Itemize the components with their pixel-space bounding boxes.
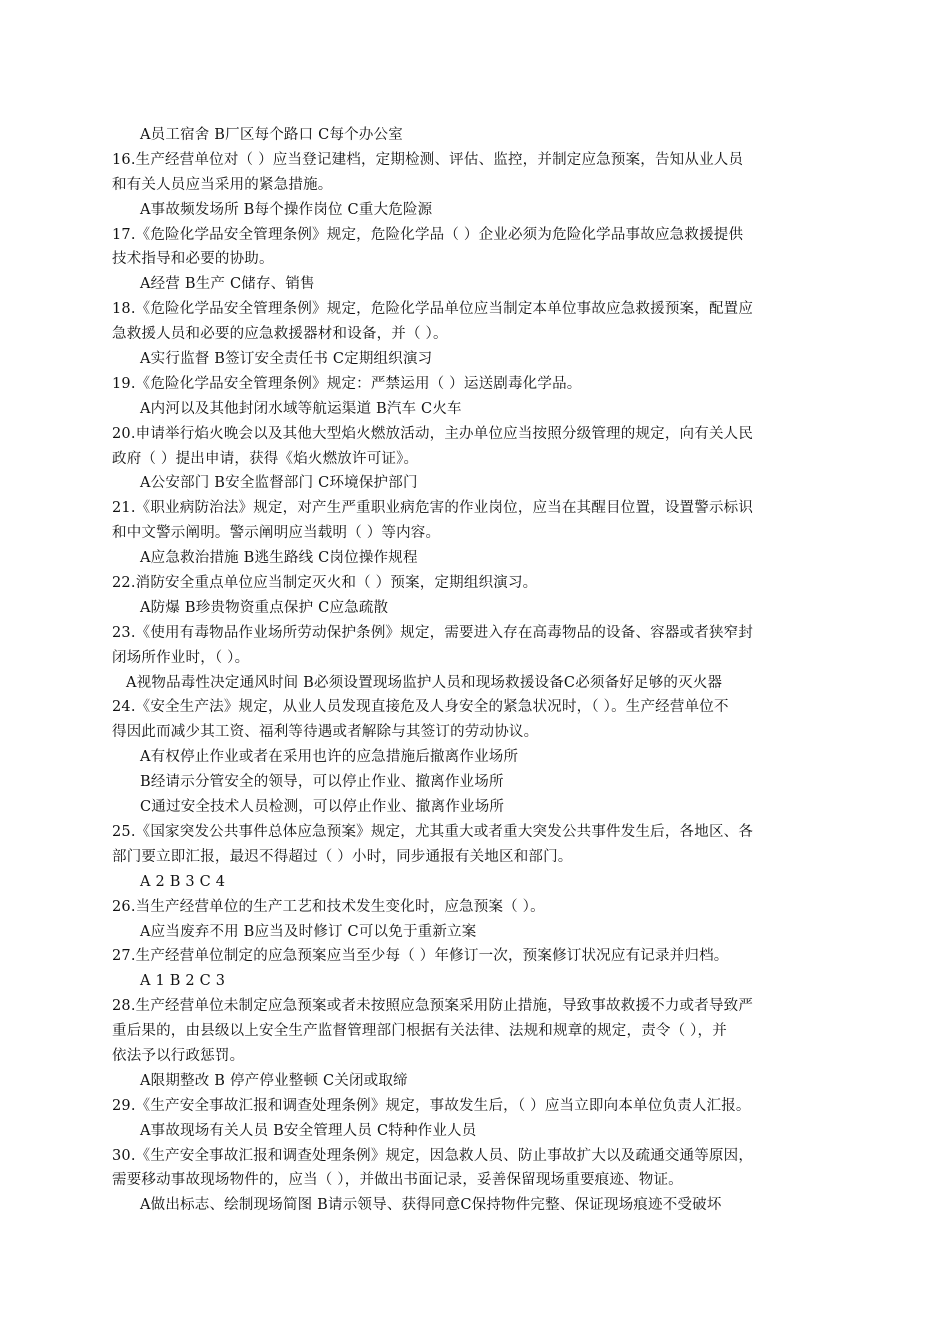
answer-options-line: C通过安全技术人员检测，可以停止作业、撤离作业场所 <box>140 799 505 816</box>
question-text-line: 29.《生产安全事故汇报和调查处理条例》规定，事故发生后，（ ）应当立即向本单位负责人汇报。 <box>112 1097 751 1114</box>
question-text-line: 24.《安全生产法》规定，从业人员发现直接危及人身安全的紧急状况时，（ ）。生产经营单位不 <box>112 699 729 716</box>
question-text-line: 17.《危险化学品安全管理条例》规定，危险化学品（ ）企业必须为危险化学品事故应急救援提供 <box>112 226 744 243</box>
question-text-line: 重后果的，由县级以上安全生产监督管理部门根据有关法律、法规和规章的规定，责令（ ），并 <box>112 1023 727 1040</box>
answer-options-line: A实行监督 B签订安全责任书 C定期组织演习 <box>140 351 433 368</box>
question-text-line: 30.《生产安全事故汇报和调查处理条例》规定，因急救人员、防止事故扩大以及疏通交通等原因， <box>112 1147 754 1164</box>
question-text-line: 22.消防安全重点单位应当制定灭火和（ ）预案，定期组织演习。 <box>112 575 538 592</box>
question-text-line: 23.《使用有毒物品作业场所劳动保护条例》规定，需要进入存在高毒物品的设备、容器或者狭窄封 <box>112 624 754 641</box>
answer-options-line: A经营 B生产 C储存、销售 <box>140 276 315 293</box>
question-text-line: 闭场所作业时，（ ）。 <box>112 649 250 666</box>
question-text-line: 需要移动事故现场物件的，应当（ ），并做出书面记录，妥善保留现场重要痕迹、物证。 <box>112 1172 683 1189</box>
question-text-line: 18.《危险化学品安全管理条例》规定，危险化学品单位应当制定本单位事故应急救援预案，配置应 <box>112 301 754 318</box>
question-text-line: 16.生产经营单位对（ ）应当登记建档，定期检测、评估、监控，并制定应急预案，告知从业人员 <box>112 151 744 168</box>
question-text-line: 技术指导和必要的协助。 <box>112 251 274 268</box>
answer-options-line: A视物品毒性决定通风时间 B必须设置现场监护人员和现场救援设备C必须备好足够的灭火器 <box>126 674 723 691</box>
answer-options-line: A员工宿舍 B厂区每个路口 C每个办公室 <box>140 127 403 143</box>
question-text-line: 26.当生产经营单位的生产工艺和技术发生变化时，应急预案（ ）。 <box>112 898 545 915</box>
answer-options-line: A公安部门 B安全监督部门 C环境保护部门 <box>140 475 418 492</box>
question-text-line: 28.生产经营单位未制定应急预案或者未按照应急预案采用防止措施，导致事故救援不力或者导致严 <box>112 998 754 1015</box>
question-text-line: 依法予以行政惩罚。 <box>112 1047 245 1064</box>
question-text-line: 和中文警示阐明。警示阐明应当载明（ ）等内容。 <box>112 525 441 542</box>
answer-options-line: A 2 B 3 C 4 <box>140 873 226 890</box>
answer-options-line: A有权停止作业或者在采用也许的应急措施后撤离作业场所 <box>140 749 519 766</box>
answer-options-line: A应急救治措施 B逃生路线 C岗位操作规程 <box>140 550 418 567</box>
question-text-line: 急救援人员和必要的应急救援器材和设备，并（ ）。 <box>112 326 448 343</box>
question-text-line: 19.《危险化学品安全管理条例》规定：严禁运用（ ）运送剧毒化学品。 <box>112 375 582 392</box>
answer-options-line: A应当废弃不用 B应当及时修订 C可以免于重新立案 <box>140 923 477 940</box>
answer-options-line: A防爆 B珍贵物资重点保护 C应急疏散 <box>140 599 389 616</box>
question-text-line: 得因此而减少其工资、福利等待遇或者解除与其签订的劳动协议。 <box>112 724 539 741</box>
answer-options-line: B经请示分管安全的领导，可以停止作业、撤离作业场所 <box>140 774 504 791</box>
answer-options-line: A事故频发场所 B每个操作岗位 C重大危险源 <box>140 201 433 218</box>
question-text-line: 27.生产经营单位制定的应急预案应当至少每（ ）年修订一次，预案修订状况应有记录并归档。 <box>112 948 729 965</box>
answer-options-line: A限期整改 B 停产停业整顿 C关闭或取缔 <box>140 1072 408 1089</box>
answer-options-line: A 1 B 2 C 3 <box>140 973 226 990</box>
question-text-line: 25.《国家突发公共事件总体应急预案》规定，尤其重大或者重大突发公共事件发生后，各地区、各 <box>112 823 754 840</box>
question-text-line: 21.《职业病防治法》规定，对产生严重职业病危害的作业岗位，应当在其醒目位置，设置警示标识 <box>112 500 754 517</box>
answer-options-line: A事故现场有关人员 B安全管理人员 C特种作业人员 <box>140 1122 477 1139</box>
question-text-line: 和有关人员应当采用的紧急措施。 <box>112 176 333 193</box>
answer-options-line: A内河以及其他封闭水域等航运渠道 B汽车 C火车 <box>140 400 462 417</box>
answer-options-line: A做出标志、绘制现场简图 B请示领导、获得同意C保持物件完整、保证现场痕迹不受破坏 <box>140 1197 722 1214</box>
question-text-line: 20.申请举行焰火晚会以及其他大型焰火燃放活动，主办单位应当按照分级管理的规定，向有关人民 <box>112 425 754 442</box>
question-text-line: 部门要立即汇报，最迟不得超过（ ）小时，同步通报有关地区和部门。 <box>112 848 573 865</box>
question-text-line: 政府（ ）提出申请，获得《焰火燃放许可证》。 <box>112 450 419 467</box>
question-list <box>112 123 848 1218</box>
